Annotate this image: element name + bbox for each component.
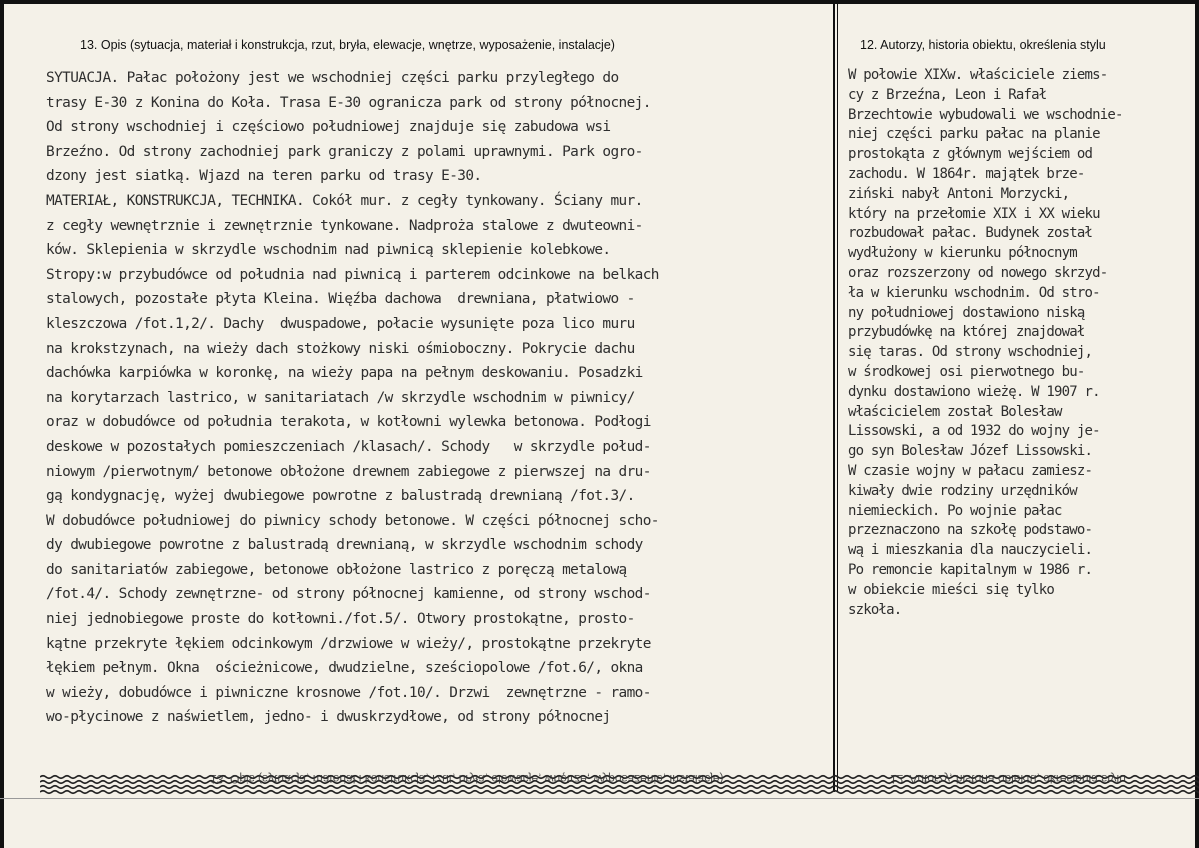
description-line: dzony jest siatką. Wjazd na teren parku od trasy E-30.: [46, 168, 482, 185]
description-line: /fot.4/. Schody zewnętrzne- od strony północnej kamienne, od strony wschod-: [46, 586, 651, 603]
history-line: prostokąta z głównym wejściem od: [848, 146, 1093, 163]
description-line: ków. Sklepienia w skrzydle wschodnim nad piwnicą sklepienie kolebkowe.: [46, 242, 611, 259]
history-line: W połowie XIXw. właściciele ziems-: [848, 67, 1108, 83]
history-line: przybudówkę na której znajdował: [848, 324, 1085, 341]
description-line: w wieży, dobudówce i piwniczne krosnowe /fot.10/. Drzwi zewnętrzne - ramo-: [46, 684, 651, 701]
history-line: cy z Brzeźna, Leon i Rafał: [848, 86, 1047, 103]
wave-line: [40, 786, 1199, 789]
description-line: na korytarzach lastrico, w sanitariatach /w skrzydle wschodnim w piwnicy/: [46, 389, 635, 406]
history-line: niemieckich. Po wojnie pałac: [848, 502, 1062, 519]
description-line: Stropy:w przybudówce od południa nad piwnicą i parterem odcinkowe na belkach: [46, 266, 659, 283]
history-line: Brzechtowie wybudowali we wschodnie-: [848, 106, 1123, 123]
description-line: niowym /pierwotnym/ betonowe obłożone drewnem zabiegowe z pierwszej na dru-: [46, 463, 651, 480]
description-line: stalowych, pozostałe płyta Kleina. Więźba dachowa drewniana, płatwiowo -: [46, 291, 635, 308]
description-line: oraz w dobudówce od południa terakota, w kotłowni wylewka betonowa. Podłogi: [46, 414, 651, 431]
history-line: ny południowej dostawiono niską: [848, 304, 1085, 321]
history-line: wydłużony w kierunku północnym: [848, 245, 1077, 262]
wave-line: [40, 791, 1199, 794]
history-line: Po remoncie kapitalnym w 1986 r.: [848, 561, 1093, 578]
mirrored-description-header: 13. Opis (sytuacja, materiał i konstrukcja, rzut, bryła, elewacje, wnętrze, wyposażenie, instalacje): [210, 772, 724, 786]
history-line: rozbudował pałac. Budynek został: [848, 225, 1093, 242]
history-line: zachodu. W 1864r. majątek brze-: [848, 165, 1085, 182]
history-line: W czasie wojny w pałacu zamiesz-: [848, 462, 1093, 479]
description-line: MATERIAŁ, KONSTRUKCJA, TECHNIKA. Cokół mur. z cegły tynkowany. Ściany mur.: [46, 192, 643, 209]
history-line: w środkowej osi pierwotnego bu-: [848, 363, 1085, 380]
description-line: z cegły wewnętrznie i zewnętrznie tynkowane. Nadproża stalowe z dwuteowni-: [46, 217, 643, 234]
history-line: kiwały dwie rodziny urzędników: [848, 482, 1077, 499]
description-line: kleszczowa /fot.1,2/. Dachy dwuspadowe, połacie wysunięte poza lico muru: [46, 315, 635, 332]
description-line: trasy E-30 z Konina do Koła. Trasa E-30 ogranicza park od strony północnej.: [46, 94, 651, 111]
history-line: który na przełomie XIX i XX wieku: [848, 205, 1100, 222]
description-line: dachówka karpiówka w koronkę, na wieży papa na pełnym deskowaniu. Posadzki: [46, 365, 643, 382]
description-line: łękiem pełnym. Okna ościeżnicowe, dwudzielne, sześciopolowe /fot.6/, okna: [46, 660, 643, 677]
description-line: kątne przekryte łękiem odcinkowym /drzwiowe w wieży/, prostokątne przekryte: [46, 635, 651, 652]
description-line: wo-płycinowe z naświetlem, jedno- i dwuskrzydłowe, od strony północnej: [46, 709, 611, 726]
history-line: Lissowski, a od 1932 do wojny je-: [848, 423, 1100, 440]
history-line: oraz rozszerzony od nowego skrzyd-: [848, 264, 1108, 281]
description-line: na krokstzynach, na wieży dach stożkowy niski ośmioboczny. Pokrycie dachu: [46, 340, 635, 357]
history-line: dynku dostawiono wieżę. W 1907 r.: [848, 383, 1100, 400]
history-line: się taras. Od strony wschodniej,: [848, 344, 1093, 361]
description-line: deskowe w pozostałych pomieszczeniach /klasach/. Schody w skrzydle połud-: [46, 438, 651, 455]
history-line: go syn Bolesław Józef Lissowski.: [848, 443, 1093, 460]
description-line: W dobudówce południowej do piwnicy schody betonowe. W części północnej scho-: [46, 512, 659, 529]
description-line: niej jednobiegowe proste do kotłowni./fot.5/. Otwory prostokątne, prosto-: [46, 611, 635, 628]
history-line: właścicielem został Bolesław: [848, 403, 1062, 420]
history-line: ła w kierunku wschodnim. Od stro-: [848, 284, 1100, 301]
history-line: w obiekcie mieści się tylko: [848, 581, 1054, 598]
description-line: dy dwubiegowe powrotne z balustradą drewnianą, w skrzydle wschodnim schody: [46, 537, 643, 554]
column-divider-secondary: [837, 0, 838, 792]
description-line: gą kondygnację, wyżej dwubiegowe powrotne z balustradą drewnianą /fot.3/.: [46, 488, 635, 505]
description-section-header: 13. Opis (sytuacja, materiał i konstrukcja, rzut, bryła, elewacje, wnętrze, wyposażenie, instalacje): [80, 38, 615, 52]
page-border-top: [0, 0, 1199, 4]
bottom-edge-line: [0, 798, 1199, 799]
history-body-text: [848, 66, 1196, 620]
description-body-text: [46, 66, 832, 730]
description-line: Brzeźno. Od strony zachodniej park graniczy z polami uprawnymi. Park ogro-: [46, 143, 643, 160]
history-line: ziński nabył Antoni Morzycki,: [848, 185, 1070, 202]
column-divider: [833, 0, 835, 792]
history-line: wą i mieszkania dla nauczycieli.: [848, 542, 1093, 559]
history-line: niej części parku pałac na planie: [848, 126, 1100, 143]
description-line: do sanitariatów zabiegowe, betonowe obłożone lastrico z poręczą metalową: [46, 561, 627, 578]
description-line: Od strony wschodniej i częściowo południowej znajduje się zabudowa wsi: [46, 119, 611, 136]
page-border-left: [0, 0, 4, 848]
history-line: przeznaczono na szkołę podstawo-: [848, 522, 1093, 539]
description-line: SYTUACJA. Pałac położony jest we wschodniej części parku przyległego do: [46, 70, 619, 86]
mirrored-history-header: 12. Autorzy, historia obiektu, określenia stylu: [890, 772, 1126, 786]
history-line: szkoła.: [848, 601, 902, 618]
history-section-header: 12. Autorzy, historia obiektu, określenia stylu: [860, 38, 1106, 52]
